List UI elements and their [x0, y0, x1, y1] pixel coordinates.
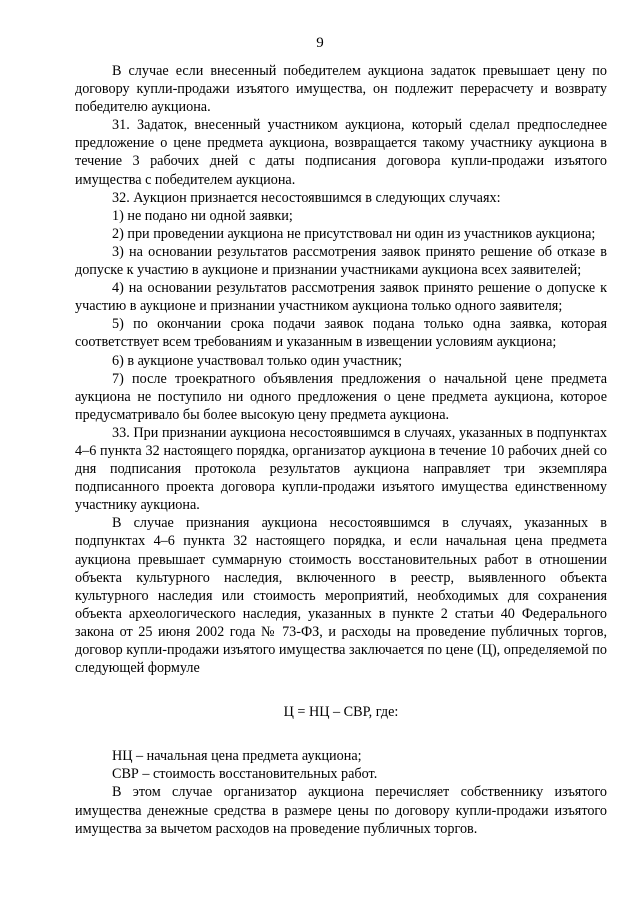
document-body	[75, 62, 607, 838]
paragraph-33: 33. При признании аукциона несостоявшимся в случаях, указанных в подпунктах 4–6 пункта 32 настоящего порядка, организатор аукциона в течение 10 рабочих дней со дня подписания протокола результатов аукциона направляет три экземпляра подписанного проекта договора купли-продажи изъятого имущества единственному участнику аукциона.	[75, 424, 607, 514]
paragraph-deposit-recalc: В случае если внесенный победителем аукциона задаток превышает цену по договору купли-продажи изъятого имущества, он подлежит перерасчету и возврату победителю аукциона.	[75, 63, 607, 116]
list-item-32-3: 3) на основании результатов рассмотрения заявок принято решение об отказе в допуске к участию в аукционе и признании участниками аукциона всех заявителей;	[75, 243, 607, 279]
price-formula: Ц = НЦ – СВР, где:	[283, 704, 399, 721]
list-item-32-4: 4) на основании результатов рассмотрения заявок принято решение о допуске к участию в аукционе и признании участником аукциона только одного заявителя;	[75, 280, 607, 315]
list-item-32-5: 5) по окончании срока подачи заявок подана только одна заявка, которая соответствует всем требованиям и указанным в извещении условиям аукциона;	[75, 316, 607, 351]
list-item-32-1: 1) не подано ни одной заявки;	[112, 207, 293, 224]
paragraph-32: 32. Аукцион признается несостоявшимся в следующих случаях:	[112, 189, 501, 206]
list-item-32-2: 2) при проведении аукциона не присутствовал ни один из участников аукциона;	[112, 225, 596, 242]
definition-svr: СВР – стоимость восстановительных работ.	[112, 766, 378, 783]
paragraph-31: 31. Задаток, внесенный участником аукциона, который сделал предпоследнее предложение о цене предмета аукциона, возвращается такому участнику аукциона в течение 3 рабочих дней с даты подписания договора купли-продажи изъятого имущества с победителем аукциона.	[75, 117, 607, 188]
paragraph-price-condition: В случае признания аукциона несостоявшимся в случаях, указанных в подпунктах 4–6 пункта 32 настоящего порядка, и если начальная цена предмета аукциона превышает суммарную стоимость восстановительных работ в отношении объекта культурного наследия, включенного в реестр, выявленного объекта культурного наследия или стоимость мероприятий, необходимых для сохранения объекта археологического наследия, указанных в пункте 2 статьи 40 Федерального закона от 25 июня 2002 года № 73-ФЗ, и расходы на проведение публичных торгов, договор купли-продажи изъятого имущества заключается по цене (Ц), определяемой по следующей формуле	[75, 515, 607, 677]
definition-nc: НЦ – начальная цена предмета аукциона;	[112, 748, 362, 765]
page-number: 9	[316, 35, 324, 51]
list-item-32-7: 7) после троекратного объявления предложения о начальной цене предмета аукциона не поступило ни одного предложения о цене предмета аукциона, которое предусматривало бы более высокую цену предмета аукциона.	[75, 370, 607, 423]
list-item-32-6: 6) в аукционе участвовал только один участник;	[112, 352, 403, 369]
paragraph-closing: В этом случае организатор аукциона перечисляет собственнику изъятого имущества денежные средства в размере цены по договору купли-продажи изъятого имущества за вычетом расходов на проведение публичных торгов.	[75, 784, 607, 837]
